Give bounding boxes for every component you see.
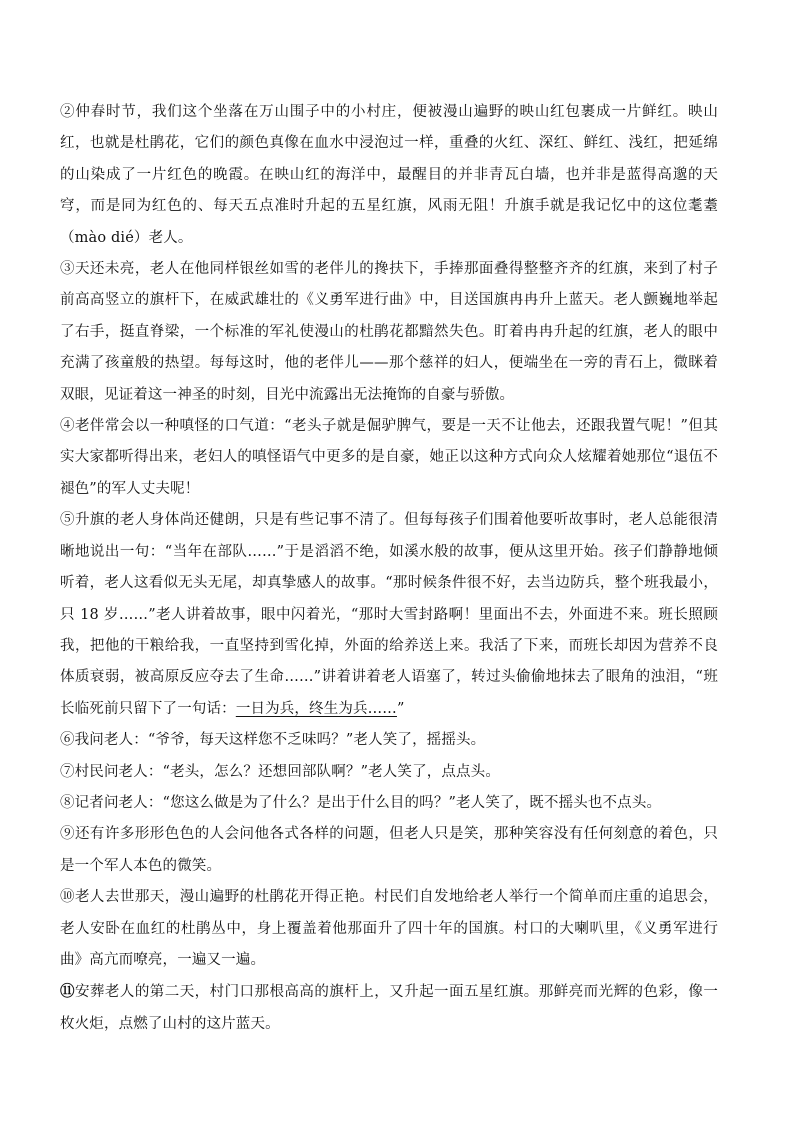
paragraph-text: 记者问老人：“您这么做是为了什么？是出于什么目的吗？”老人笑了，既不摇头也不点头。 xyxy=(74,794,662,811)
paragraph-text: 我问老人：“爷爷，每天这样您不乏味吗？”老人笑了，摇摇头。 xyxy=(74,732,486,749)
paragraph-number: ⑤ xyxy=(60,512,75,529)
paragraph-number: ⑦ xyxy=(60,763,75,780)
paragraph-number: ⑧ xyxy=(60,794,75,811)
paragraph-text: 仲春时节，我们这个坐落在万山围子中的小村庄，便被漫山遍野的映山红包裹成一片鲜红。映山红，也就是杜鹃花，它们的颜色真像在血水中浸泡过一样，重叠的火红、深红、鲜红、浅红，把延绵的山染成了一片红色的晚霞。在映山红的海洋中，最醒目的并非青瓦白墙，也并非是蓝得高邈的天穹，而是同为红色的、每天五点准时升起的五星红旗，风雨无阻！升旗手就是我记忆中的这位耄耋（mào dié）老人。 xyxy=(60,104,719,246)
paragraph-6 xyxy=(60,725,718,756)
paragraph-number: ⑩ xyxy=(60,889,75,906)
paragraph-3 xyxy=(60,254,718,411)
paragraph-number: ④ xyxy=(60,418,75,435)
paragraph-text: 天还未亮，老人在他同样银丝如雪的老伴儿的搀扶下，手捧那面叠得整整齐齐的红旗，来到了村子前高高竖立的旗杆下，在威武雄壮的《义勇军进行曲》中，目送国旗冉冉升上蓝天。老人颤巍地举起了右手，挺直脊梁，一个标准的军礼使漫山的杜鹃花都黯然失色。盯着冉冉升起的红旗，老人的眼中充满了孩童般的热望。每每这时，他的老伴儿——那个慈祥的妇人，便端坐在一旁的青石上，微眯着双眼，见证着这一神圣的时刻，目光中流露出无法掩饰的自豪与骄傲。 xyxy=(60,261,718,403)
paragraph-text: 还有许多形形色色的人会问他各式各样的问题，但老人只是笑，那种笑容没有任何刻意的着色，只是一个军人本色的微笑。 xyxy=(60,826,718,874)
paragraph-text: 老伴常会以一种嗔怪的口气道：“老头子就是倔驴脾气，要是一天不让他去，还跟我置气呢！”但其实大家都听得出来，老妇人的嗔怪语气中更多的是自豪，她正以这种方式向众人炫耀着她那位“退伍不褪色”的军人丈夫呢！ xyxy=(60,418,719,497)
paragraph-text: 升旗的老人身体尚还健朗，只是有些记事不清了。但每每孩子们围着他要听故事时，老人总能很清晰地说出一句：“当年在部队……”于是滔滔不绝，如溪水般的故事，便从这里开始。孩子们静静地倾听着，老人这看似无头无尾，却真挚感人的故事。“那时候条件很不好，去当边防兵，整个班我最小，只 18 岁……”老人讲着故事，眼中闪着光，“那时大雪封路啊！里面出不去，外面进不来。班长照顾我，把他的干粮给我，一直坚持到雪化掉，外面的给养送上来。我活了下来，而班长却因为营养不良体质衰弱，被高原反应夺去了生命……”讲着讲着老人语塞了，转过头偷偷地抹去了眼角的浊泪，“班长临死前只留下了一句话： xyxy=(60,512,718,717)
paragraph-5 xyxy=(60,505,718,725)
paragraph-number: ⑥ xyxy=(60,732,75,749)
paragraph-8 xyxy=(60,788,718,819)
paragraph-number: ⑨ xyxy=(60,826,75,843)
paragraph-2 xyxy=(60,97,718,254)
paragraph-4 xyxy=(60,411,718,505)
paragraph-7 xyxy=(60,757,718,788)
paragraph-text: 老人去世那天，漫山遍野的杜鹃花开得正艳。村民们自发地给老人举行一个简单而庄重的追思会，老人安卧在血红的杜鹃丛中，身上覆盖着他那面升了四十年的国旗。村口的大喇叭里，《义勇军进行曲》高亢而嘹亮，一遍又一遍。 xyxy=(60,889,718,968)
paragraph-11 xyxy=(60,976,718,1040)
paragraph-text: 村民问老人：“老头，怎么？还想回部队啊？”老人笑了，点点头。 xyxy=(74,763,500,780)
paragraph-number: ⑪ xyxy=(60,983,75,1001)
underlined-sentence: 一日为兵，终生为兵…… xyxy=(235,700,397,717)
article-body xyxy=(60,97,718,1040)
paragraph-number: ③ xyxy=(60,261,75,278)
paragraph-text: 安葬老人的第二天，村门口那根高高的旗杆上，又升起一面五星红旗。那鲜亮而光辉的色彩，像一枚火炬，点燃了山村的这片蓝天。 xyxy=(60,984,718,1032)
paragraph-10 xyxy=(60,882,718,976)
paragraph-9 xyxy=(60,819,718,882)
paragraph-number: ② xyxy=(60,104,76,120)
paragraph-text-tail: ” xyxy=(396,700,405,717)
